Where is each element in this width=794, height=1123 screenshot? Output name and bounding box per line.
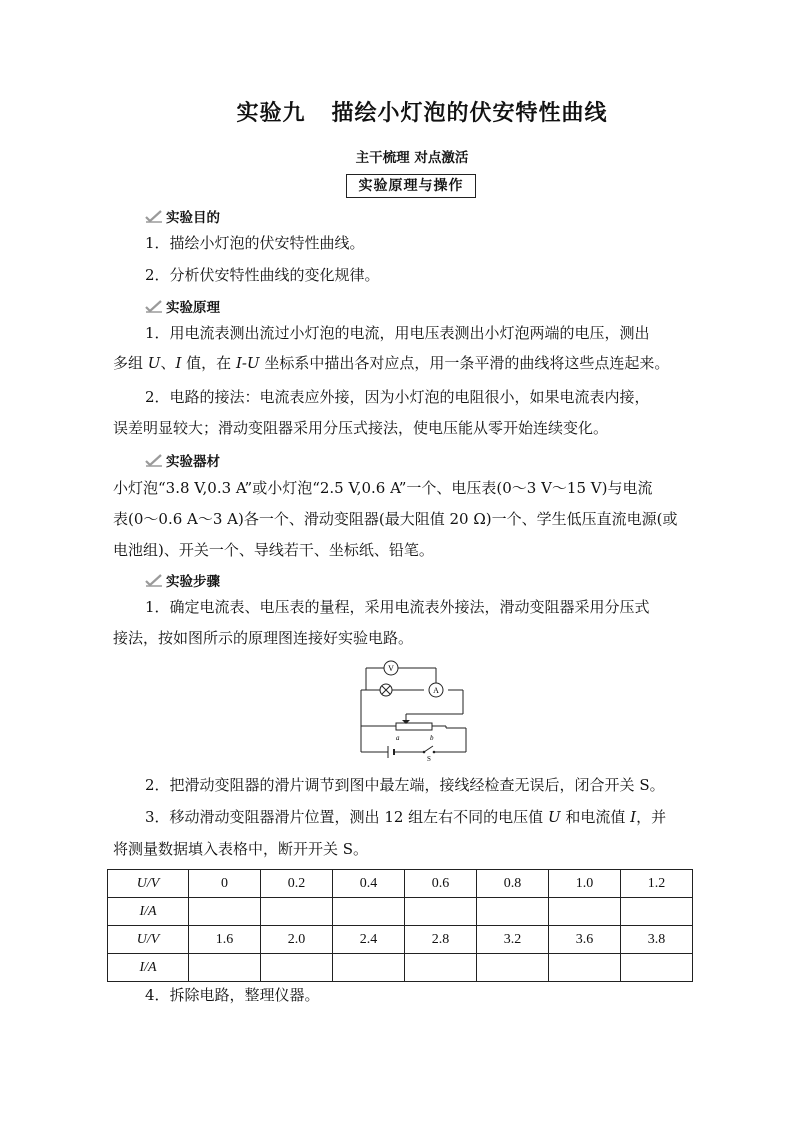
- checkmark-pen-icon: [145, 453, 163, 467]
- table-row-header: I/A: [108, 954, 189, 982]
- table-cell: 1.0: [549, 870, 621, 898]
- table-cell: 0.4: [333, 870, 405, 898]
- lamp-icon: [380, 684, 392, 696]
- label-s: S: [427, 755, 431, 762]
- step1-line2: 接法，按如图所示的原理图连接好实验电路。: [113, 629, 414, 647]
- principle-p2-line1: 2．电路的接法：电流表应外接，因为小灯泡的电阻很小，如果电流表内接，: [145, 388, 650, 406]
- checkmark-pen-icon: [145, 299, 163, 313]
- table-cell: [405, 954, 477, 982]
- voltmeter-icon: [384, 661, 398, 675]
- step3-line2: 将测量数据填入表格中，断开开关 S。: [113, 840, 369, 858]
- table-cell: 0.8: [477, 870, 549, 898]
- table-cell: [549, 954, 621, 982]
- table-cell: 2.8: [405, 926, 477, 954]
- svg-text:V: V: [388, 664, 394, 673]
- ammeter-icon: [429, 683, 443, 697]
- table-cell: [189, 898, 261, 926]
- step4: 4．拆除电路，整理仪器。: [145, 986, 320, 1004]
- title-experiment-name: 描绘小灯泡的伏安特性曲线: [331, 100, 608, 126]
- table-cell: [477, 954, 549, 982]
- table-cell: 2.0: [261, 926, 333, 954]
- subtitle: 主干梳理 对点激活: [355, 150, 469, 166]
- checkmark-pen-icon: [145, 209, 163, 223]
- data-table: [107, 869, 693, 982]
- checkmark-pen-icon: [145, 573, 163, 587]
- page-title: [0, 96, 794, 127]
- table-cell: 0.6: [405, 870, 477, 898]
- label-a: a: [396, 734, 400, 742]
- table-row: [108, 898, 693, 926]
- step1-line1: 1．确定电流表、电压表的量程，采用电流表外接法，滑动变阻器采用分压式: [145, 598, 650, 616]
- boxed-heading: 实验原理与操作: [346, 174, 476, 198]
- equipment-line1: 小灯泡“3.8 V,0.3 A”或小灯泡“2.5 V,0.6 A”一个、电压表(0～3 V～15 V)与电流: [113, 479, 653, 497]
- principle-p1-line1: 1．用电流表测出流过小灯泡的电流，用电压表测出小灯泡两端的电压，测出: [145, 324, 650, 342]
- table-cell: 1.2: [621, 870, 693, 898]
- table-cell: 3.8: [621, 926, 693, 954]
- table-cell: 3.6: [549, 926, 621, 954]
- label-b: b: [430, 734, 434, 742]
- table-row: [108, 926, 693, 954]
- equipment-line2: 表(0～0.6 A～3 A)各一个、滑动变阻器(最大阻值 20 Ω)一个、学生低压直流电源(或: [113, 510, 678, 528]
- step3-line1: 3．移动滑动变阻器滑片位置，测出 12 组左右不同的电压值 U 和电流值 I，并: [145, 808, 667, 826]
- section-heading-equipment: 实验器材: [145, 450, 220, 470]
- circuit-diagram: [358, 660, 470, 762]
- table-cell: [549, 898, 621, 926]
- table-row: [108, 954, 693, 982]
- svg-text:A: A: [433, 686, 439, 695]
- purpose-item-2: 2．分析伏安特性曲线的变化规律。: [145, 266, 380, 284]
- step2: 2．把滑动变阻器的滑片调节到图中最左端，接线经检查无误后，闭合开关 S。: [145, 776, 665, 794]
- purpose-item-1: 1．描绘小灯泡的伏安特性曲线。: [145, 234, 365, 252]
- table-row-header: I/A: [108, 898, 189, 926]
- title-experiment-number: 实验九: [236, 100, 306, 126]
- section-heading-principle: 实验原理: [145, 296, 220, 316]
- table-cell: [261, 898, 333, 926]
- table-cell: 1.6: [189, 926, 261, 954]
- table-cell: [189, 954, 261, 982]
- table-cell: 3.2: [477, 926, 549, 954]
- table-cell: [333, 954, 405, 982]
- table-cell: [621, 898, 693, 926]
- table-row-header: U/V: [108, 926, 189, 954]
- table-cell: [405, 898, 477, 926]
- section-heading-steps: 实验步骤: [145, 570, 220, 590]
- table-cell: [261, 954, 333, 982]
- switch-icon: [423, 746, 436, 753]
- table-cell: [477, 898, 549, 926]
- principle-p2-line2: 误差明显较大；滑动变阻器采用分压式接法，使电压能从零开始连续变化。: [113, 419, 609, 437]
- table-row: [108, 870, 693, 898]
- principle-p1-line2: 多组 U、I 值，在 I-U 坐标系中描出各对应点，用一条平滑的曲线将这些点连起来。: [113, 354, 670, 372]
- table-cell: 0: [189, 870, 261, 898]
- table-cell: 0.2: [261, 870, 333, 898]
- table-cell: 2.4: [333, 926, 405, 954]
- equipment-line3: 电池组)、开关一个、导线若干、坐标纸、铅笔。: [113, 541, 434, 559]
- battery-icon: [388, 746, 398, 758]
- table-cell: [621, 954, 693, 982]
- section-heading-purpose: 实验目的: [145, 206, 220, 226]
- table-row-header: U/V: [108, 870, 189, 898]
- table-cell: [333, 898, 405, 926]
